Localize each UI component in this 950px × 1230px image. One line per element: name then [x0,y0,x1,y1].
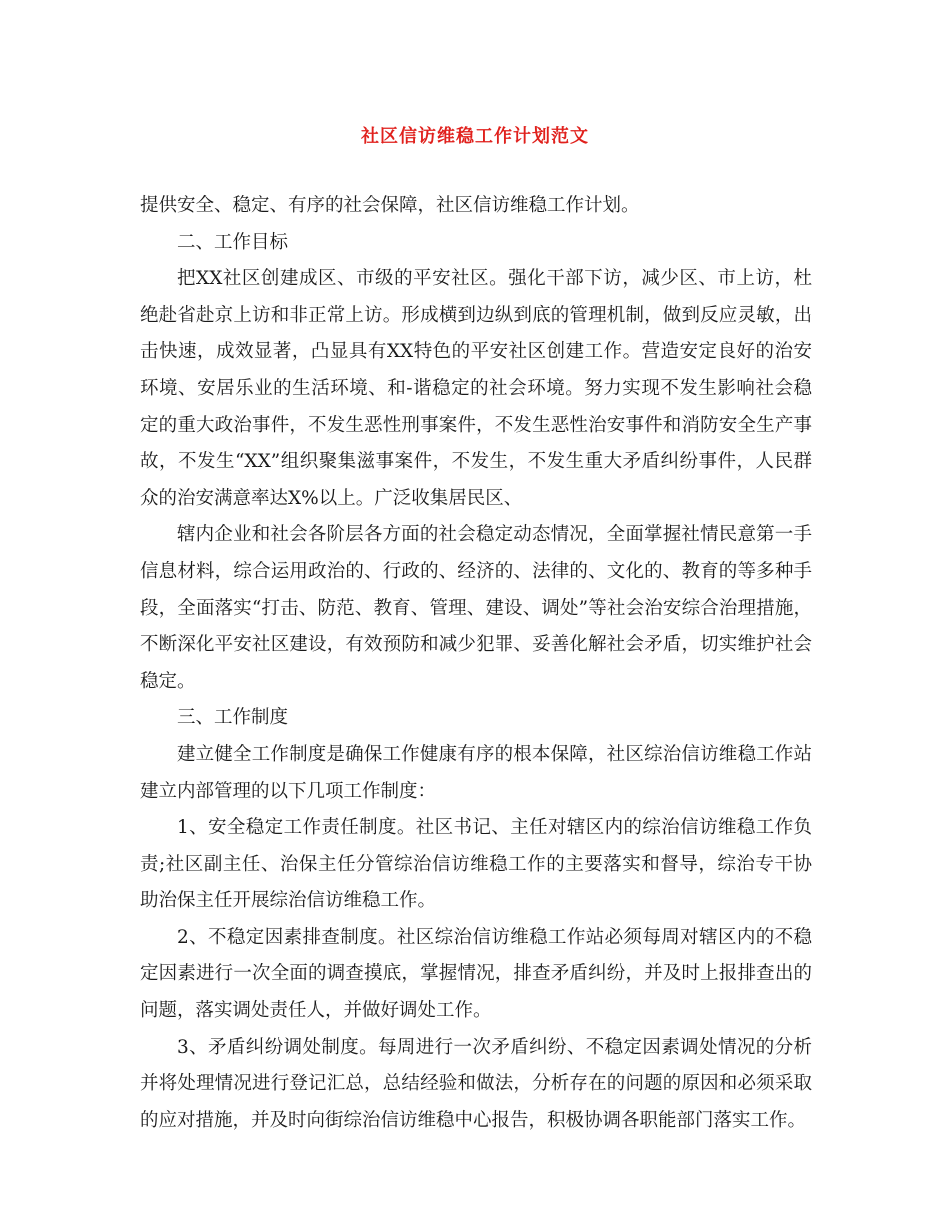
section-heading-system: 三、工作制度 [177,707,289,729]
paragraph: 提供安全、稳定、有序的社会保障，社区信访维稳工作计划。 [140,195,640,216]
section-heading-goals: 二、工作目标 [177,231,289,253]
paragraph: 把XX社区创建成区、市级的平安社区。强化干部下访，减少区、市上访，杜绝赴省赴京上访和非正常上访。形成横到边纵到底的管理机制，做到反应灵敏，出击快速，成效显著，凸显具有XX特色的平安社区创建工作。营造安定良好的治安环境、安居乐业的生活环境、和-谐稳定的社会环境。努力实现不发生影响社会稳定的重大政治事件，不发生恶性刑事案件，不发生恶性治安事件和消防安全生产事故，不发生“XX”组织聚集滋事案件，不发生，不发生重大矛盾纠纷事件，人民群众的治安满意率达X%以上。广泛收集居民区、 [140,268,812,509]
paragraph: 2、不稳定因素排查制度。社区综治信访维稳工作站必须每周对辖区内的不稳定因素进行一次全面的调查摸底，掌握情况，排查矛盾纠纷，并及时上报排查出的问题，落实调处责任人，并做好调处工作。 [140,926,812,1022]
paragraph: 建立健全工作制度是确保工作健康有序的根本保障，社区综治信访维稳工作站建立内部管理的以下几项工作制度： [140,743,812,802]
paragraph: 3、矛盾纠纷调处制度。每周进行一次矛盾纠纷、不稳定因素调处情况的分析并将处理情况进行登记汇总，总结经验和做法，分析存在的问题的原因和必须采取的应对措施，并及时向街综治信访维稳中心报告，积极协调各职能部门落实工作。 [140,1036,812,1131]
document-title: 社区信访维稳工作计划范文 [361,126,589,147]
paragraph: 辖内企业和社会各阶层各方面的社会稳定动态情况，全面掌握社情民意第一手信息材料，综合运用政治的、行政的、经济的、法律的、文化的、教育的等多种手段，全面落实“打击、防范、教育、管理、建设、调处”等社会治安综合治理措施，不断深化平安社区建设，有效预防和减少犯罪、妥善化解社会矛盾，切实维护社会稳定。 [140,524,812,692]
paragraph: 1、安全稳定工作责任制度。社区书记、主任对辖区内的综治信访维稳工作负责;社区副主任、治保主任分管综治信访维稳工作的主要落实和督导，综治专干协助治保主任开展综治信访维稳工作。 [140,817,812,912]
document-body [140,188,812,1139]
